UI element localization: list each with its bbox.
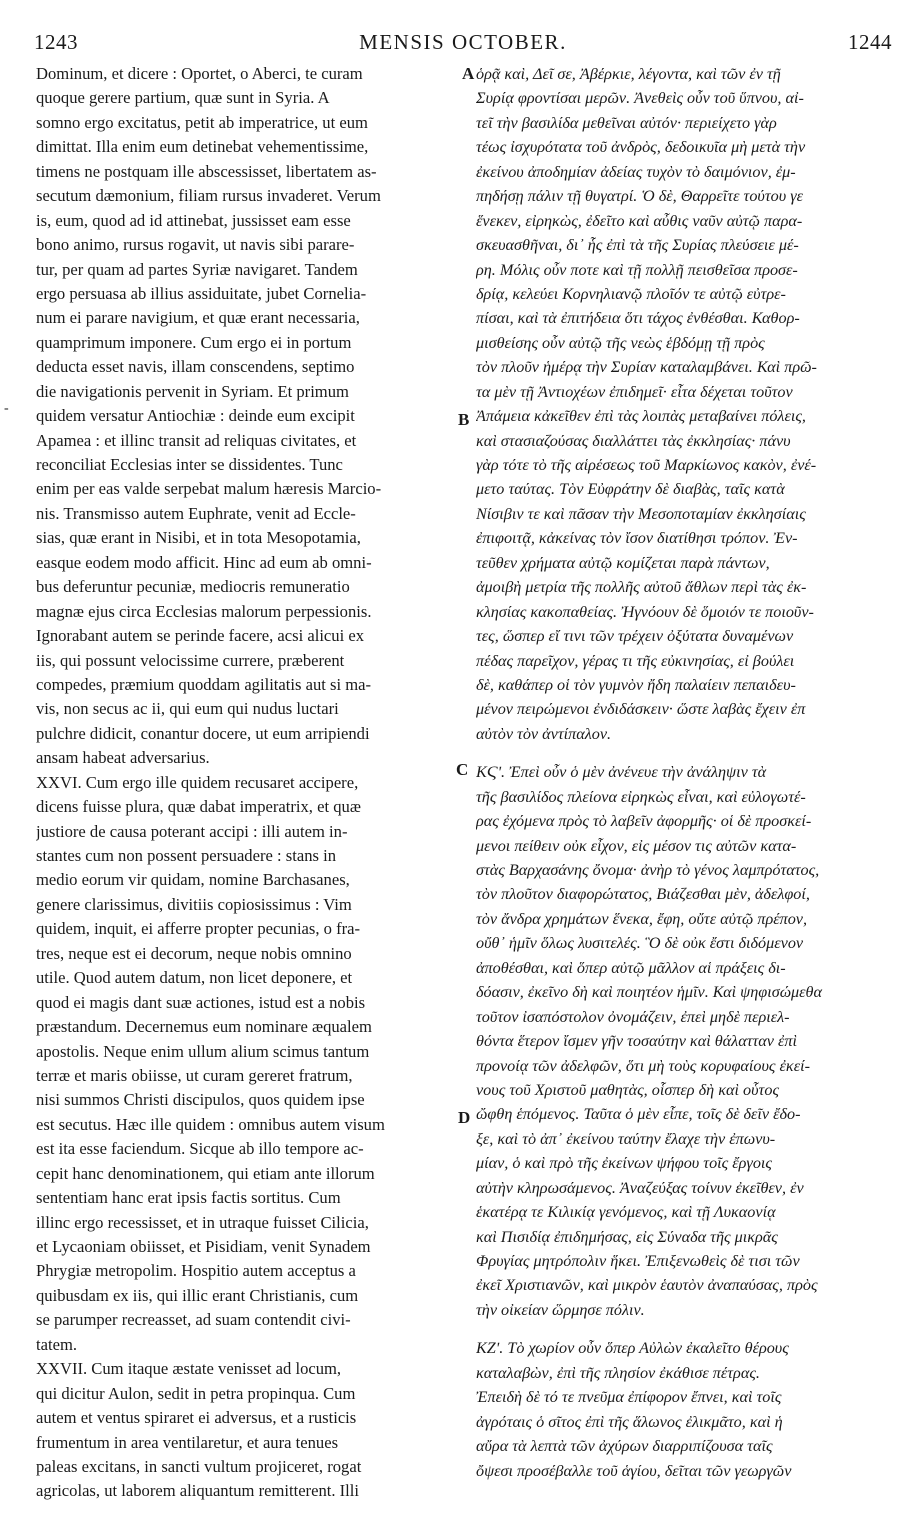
margin-bullet: - xyxy=(4,401,9,416)
greek-text-line: τεῖ τὴν βασιλίδα μεθεῖναι αὐτόν· περιείχετο γὰρ xyxy=(476,113,777,132)
latin-text-line: apostolis. Neque enim ullum alium scimus tantum xyxy=(36,1041,370,1061)
greek-text-line: μένον πειρώμενοι ἐνδιδάσκειν· ὥστε λαβὰς ἔχειν ἐπ xyxy=(476,700,806,719)
latin-text-line: Dominum, et dicere : Oportet, o Aberci, te curam xyxy=(36,64,363,83)
latin-text-line: præstandum. Decernemus eum nominare æqualem xyxy=(36,1017,372,1037)
greek-text-line: καὶ Πισιδίᾳ ἐπιδημήσας, εἰς Σύναδα τῆς μικρᾶς xyxy=(476,1227,778,1246)
greek-text-line: ἐπιφοιτᾷ, κἀκείνας τὸν ἴσον διατίθησι τρόπον. Ἐν- xyxy=(476,529,798,548)
latin-text-line: se parumper recreasset, ad suam contendit civi- xyxy=(36,1310,351,1330)
greek-text-line: Ἀπάμεια κἀκεῖθεν ἐπὶ τὰς λοιπὰς μεταβαίνει πόλεις, xyxy=(476,407,806,426)
running-title: MENSIS OCTOBER. xyxy=(359,30,567,54)
greek-text-line: τες, ὥσπερ εἴ τινι τῶν τρέχειν ὀξύτατα δυναμένων xyxy=(476,627,794,646)
latin-text-line: genere clarissimus, divitiis copiosissimus : Vim xyxy=(36,894,352,914)
greek-text-line: ξε, καὶ τὸ ἀπ᾽ ἐκείνου ταύτην ἔλαχε τὴν ἐπωνυ- xyxy=(476,1129,776,1148)
latin-text-line: pulchre didicit, conantur docere, ut eum arripiendi xyxy=(36,723,370,743)
latin-text-line: timens ne postquam ille abscessisset, libertatem as- xyxy=(36,161,377,181)
greek-text-line: ὤφθη ἑπόμενος. Ταῦτα ὁ μὲν εἶπε, τοῖς δὲ δεῖν ἔδο- xyxy=(476,1105,801,1124)
greek-text-line: δόασιν, ἐκεῖνο δὴ καὶ ποιητέον ἡμῖν. Καὶ ψηφισώμεθα xyxy=(476,983,822,1002)
latin-text-line: est secutus. Hæc ille quidem : omnibus autem visum xyxy=(36,1114,385,1134)
greek-text-line: πίσαι, καὶ τὰ ἐπιτήδεια ὅτι τάχος ἐνθέσθαι. Καθορ- xyxy=(476,309,800,328)
latin-text-line: XXVI. Cum ergo ille quidem recusaret accipere, xyxy=(36,772,359,792)
latin-text-line: nis. Transmisso autem Euphrate, venit ad Eccle- xyxy=(36,503,356,523)
latin-text-line: vis, non secus ac ii, qui eum qui nudus luctari xyxy=(36,699,339,719)
greek-text-line: ἀμοιβὴ μετρία τῆς πολλῆς αὐτοῦ ἄθλων περὶ τὰς ἐκ- xyxy=(476,578,807,597)
greek-text-line: ὁρᾷ καὶ, Δεῖ σε, Ἀβέρκιε, λέγοντα, καὶ τῶν ἐν τῇ xyxy=(476,65,781,83)
greek-text-line: καταλαβὼν, ἐπὶ τῆς πλησίον ἐκάθισε πέτρας. xyxy=(476,1363,760,1382)
latin-text-line: autem et ventus spiraret ei adversus, et a rusticis xyxy=(36,1408,357,1428)
latin-text-line: XXVII. Cum itaque æstate venisset ad locum, xyxy=(36,1359,342,1379)
latin-text-line: Ignorabant autem se perinde facere, acsi alicui ex xyxy=(36,626,365,646)
greek-text-line: ἑκατέρᾳ τε Κιλικίᾳ γενόμενος, καὶ τῇ Λυκαονίᾳ xyxy=(476,1203,776,1222)
latin-text-line: magnæ ejus circa Ecclesias malorum perpessionis. xyxy=(36,601,372,621)
latin-text-line: sententiam hanc erat ipsis factis sortitus. Cum xyxy=(36,1188,341,1208)
greek-text-line: τὸν πλοῦν ἡμέρᾳ τὴν Συρίαν καταλαμβάνει. Καὶ πρῶ- xyxy=(476,358,817,377)
greek-text-line: δρίᾳ, κελεύει Κορνηλιανῷ πλοῖόν τε αὐτῷ εὐτρε- xyxy=(476,284,786,303)
latin-text-line: quidem versatur Antiochiæ : deinde eum excipit xyxy=(36,406,355,426)
latin-text-line: terræ et maris obiisse, ut curam gereret fratrum, xyxy=(36,1065,353,1085)
greek-text-line: ἕνεκεν, εἰρηκὼς, ἐδεῖτο καὶ αὖθις ναῦν αὐτῷ παρα- xyxy=(476,211,803,230)
latin-text-line: cepit hanc denominationem, qui etiam ante illorum xyxy=(36,1163,375,1183)
latin-text-line: quamprimum imponere. Cum ergo ei in portum xyxy=(36,332,352,352)
latin-text-line: paleas excitans, in sancti vultum projiceret, rogat xyxy=(36,1456,362,1476)
latin-text-line: deducta esset navis, illam conscendens, septimo xyxy=(36,357,355,377)
latin-text-line: frumentum in area ventilaretur, et aura tenues xyxy=(36,1432,339,1452)
latin-text-line: medio eorum vir quidam, nomine Barchasanes, xyxy=(36,870,350,890)
latin-text-line: iis, qui possunt velocissime currere, præberent xyxy=(36,650,345,670)
greek-text-line: ΚΖʹ. Τὸ χωρίον οὖν ὅπερ Αὐλὼν ἐκαλεῖτο θέρους xyxy=(476,1339,789,1358)
greek-text-line: στὰς Βαρχασάνης ὄνομα· ἀνὴρ τὸ γένος λαμπρότατος, xyxy=(476,861,820,879)
latin-text-line: reconciliat Ecclesias inter se dissidentes. Tunc xyxy=(36,455,343,474)
greek-text-line: πηδήσῃ πάλιν τῇ θυγατρί. Ὁ δὲ, Θαρρεῖτε τούτου γε xyxy=(476,187,803,206)
section-marker-c: C xyxy=(456,760,469,779)
latin-text-line: is, eum, quod ad id attinebat, jussisset eam esse xyxy=(36,210,351,230)
greek-text-line: πέδας παρεῖχον, γέρας τι τῆς εὐκινησίας, εἰ βούλει xyxy=(476,651,795,670)
greek-text-line: Νίσιβιν τε καὶ πᾶσαν τὴν Μεσοποταμίαν ἐκκλησίαις xyxy=(476,504,806,523)
latin-text-line: tur, per quam ad partes Syriæ navigaret. Tandem xyxy=(36,259,358,279)
greek-text-line: μενοι πείθειν οὐκ εἶχον, εἰς μέσον τις αὐτῶν κατα- xyxy=(476,836,797,855)
greek-text-line: θόντα ἕτερον ἴσμεν γῆν τοσαύτην καὶ θάλατταν ἐπὶ xyxy=(476,1032,797,1051)
greek-text-line: τα μὲν τῇ Ἀντιοχέων ἐπιδημεῖ· εἶτα δέχεται τοῦτον xyxy=(476,382,793,401)
greek-text-line: αὔρα τὰ λεπτὰ τῶν ἀχύρων διαρριπίζουσα ταῖς xyxy=(476,1437,773,1456)
greek-column xyxy=(476,62,900,1483)
latin-text-line: et Lycaoniam obiisset, et Pisidiam, venit Synadem xyxy=(36,1237,371,1256)
latin-text-line: die navigationis pervenit in Syriam. Et primum xyxy=(36,381,349,401)
greek-text-line: δὲ, καθάπερ οἱ τὸν γυμνὸν ἤδη παλαίειν πεπαιδευ- xyxy=(476,675,796,694)
greek-text-line: σκευασθῆναι, δι᾽ ἧς ἐπὶ τὰ τῆς Συρίας πλεύσειε μέ- xyxy=(476,236,799,255)
latin-text-line: secutum dæmonium, filiam rursus invaderet. Verum xyxy=(36,186,381,206)
greek-text-line: αὐτὸν τὸν ἀντίπαλον. xyxy=(476,724,612,743)
latin-text-line: dimittat. Illa enim eum detinebat vehementissime, xyxy=(36,137,369,157)
greek-text-line: οὔθ᾽ ἡμῖν ὅλως λυσιτελές. Ὃ δὲ οὐκ ἔστι διδόμενον xyxy=(476,934,804,953)
latin-text-line: num ei parare navigium, et quæ erant necessaria, xyxy=(36,308,360,328)
greek-text-line: ἀποθέσθαι, καὶ ὅπερ αὐτῷ μᾶλλον αἱ πράξεις δι- xyxy=(476,958,786,977)
section-marker-b: B xyxy=(458,410,470,429)
latin-text-line: agricolas, ut laborem aliquantum remitterent. Illi xyxy=(36,1481,360,1501)
latin-text-line: nisi summos Christi discipulos, quos quidem ipse xyxy=(36,1090,365,1110)
latin-text-line: dicens fuisse plura, quæ dabat imperatrix, et quæ xyxy=(36,797,361,817)
latin-text-line: Apamea : et illinc transit ad reliquas civitates, et xyxy=(36,430,357,450)
greek-text-line: μετο ταύτας. Τὸν Εὐφράτην δὲ διαβὰς, ταῖς κατὰ xyxy=(476,480,785,499)
latin-text-line: ergo persuasa ab illius assiduitate, jubet Cornelia- xyxy=(36,283,367,303)
greek-text-line: ρη. Μόλις οὖν ποτε καὶ τῇ πολλῇ πεισθεῖσα προσε- xyxy=(476,260,798,279)
greek-text-line: Συρίᾳ φροντίσαι μερῶν. Ἀνεθεὶς οὖν τοῦ ὕπνου, αἰ- xyxy=(476,89,804,108)
latin-text-line: utile. Quod autem datum, non licet deponere, et xyxy=(36,968,353,988)
greek-text-line: αὐτὴν κληρωσάμενος. Ἀναζεύξας τοίνυν ἐκεῖθεν, ἐν xyxy=(476,1178,804,1197)
page-header xyxy=(32,30,894,60)
greek-text-line: γὰρ τότε τὸ τῆς αἱρέσεως τοῦ Μαρκίωνος κακὸν, ἐνέ- xyxy=(476,456,817,474)
greek-text-line: τέως ἰσχυρότατα τοῦ ἀνδρὸς, δεδοικυῖα μὴ μετὰ τὴν xyxy=(476,138,806,157)
latin-text-line: quod ei magis dant suæ actiones, istud est a nobis xyxy=(36,992,366,1012)
page-number-right: 1244 xyxy=(848,30,892,54)
paragraph-gap xyxy=(476,1322,900,1336)
latin-text-line: tatem. xyxy=(36,1334,78,1354)
section-marker-a: A xyxy=(462,64,475,83)
greek-text-line: Ἐπειδὴ δὲ τό τε πνεῦμα ἐπίφορον ἔπνει, καὶ τοῖς xyxy=(476,1388,782,1407)
latin-text-line: bono animo, rursus rogavit, ut navis sibi parare- xyxy=(36,235,355,255)
greek-text-line: μίαν, ὁ καὶ πρὸ τῆς ἐκείνων ψήφου τοῖς ἔργοις xyxy=(476,1154,772,1173)
latin-text-line: compedes, præmium quoddam agilitatis aut si ma- xyxy=(36,674,372,694)
greek-text-line: κλησίας κακοπαθείας. Ἠγνόουν δὲ ὅμοιόν τε ποιοῦν- xyxy=(476,602,814,621)
greek-text-line: ΚϚʹ. Ἐπεὶ οὖν ὁ μὲν ἀνένευε τὴν ἀνάληψιν τὰ xyxy=(476,763,767,782)
greek-text-line: ἐκεῖ Χριστιανῶν, καὶ μικρὸν ἑαυτὸν ἀναπαύσας, πρὸς xyxy=(476,1276,818,1295)
greek-text-line: καὶ στασιαζούσας διαλλάττει τὰς ἐκκλησίας· πάνυ xyxy=(476,431,791,450)
page-number-left: 1243 xyxy=(34,30,78,54)
latin-text-line: easque eodem modo afficit. Hinc ad eum ab omni- xyxy=(36,552,372,572)
greek-text-line: τεῦθεν χρήματα αὐτῷ κομίζεται παρὰ πάντων, xyxy=(476,553,770,572)
latin-text-line: qui dicitur Aulon, sedit in petra propinqua. Cum xyxy=(36,1383,356,1403)
greek-text-line: ὄψεσι προσέβαλλε τοῦ ἁγίου, δεῖται τῶν γεωργῶν xyxy=(476,1461,792,1480)
section-marker-d: D xyxy=(458,1108,471,1127)
greek-text-line: ἐκείνου ἀποδημίαν ἀδείας τυχὸν τὸ δαιμόνιον, ἐμ- xyxy=(476,162,796,181)
latin-text-line: stantes cum non possent persuadere : stans in xyxy=(36,846,337,865)
greek-text-line: ρας ἐχόμενα πρὸς τὸ λαβεῖν ἀφορμῆς· οἱ δὲ προσκεί- xyxy=(476,812,812,831)
latin-column xyxy=(36,62,462,1504)
latin-text-line: enim per eas valde serpebat malum hæresis Marcio- xyxy=(36,479,382,499)
greek-text-line: τοῦτον ἰσαπόστολον ὀνομάζειν, ἐπεὶ μηδὲ περιελ- xyxy=(476,1007,790,1026)
latin-text-line: est ita esse faciendum. Sicque ab illo tempore ac- xyxy=(36,1139,364,1159)
greek-text-line: νους τοῦ Χριστοῦ μαθητὰς, οἷσπερ δὴ καὶ οὗτος xyxy=(476,1080,780,1099)
paragraph-gap xyxy=(476,746,900,760)
greek-text-line: τὴν οἰκείαν ὥρμησε πόλιν. xyxy=(476,1300,645,1319)
latin-text-line: illinc ergo recessisset, et in utraque fuisset Cilicia, xyxy=(36,1212,369,1232)
latin-text-line: somno ergo excitatus, petit ab imperatrice, ut eum xyxy=(36,112,368,132)
greek-text-line: προνοίᾳ τῶν ἀδελφῶν, ὅτι μὴ τοὺς κορυφαίους ἐκεί- xyxy=(476,1056,810,1075)
latin-text-line: justiore de causa poterant accipi : illi autem in- xyxy=(36,821,348,841)
latin-text-line: quidem, inquit, ei afferre propter pecunias, o fra- xyxy=(36,919,361,939)
greek-text-line: τῆς βασιλίδος πλείονα εἰρηκὼς εἶναι, καὶ εὐλογωτέ- xyxy=(476,787,806,806)
latin-text-line: tres, neque est ei decorum, neque nobis omnino xyxy=(36,943,352,963)
latin-text-line: sias, quæ erant in Nisibi, et in tota Mesopotamia, xyxy=(36,528,361,548)
latin-text-line: Phrygiæ metropolim. Hospitio autem acceptus a xyxy=(36,1261,356,1281)
latin-text-line: bus deferuntur pecuniæ, mediocris remuneratio xyxy=(36,577,350,597)
latin-text-line: ansam habeat adversarius. xyxy=(36,748,210,768)
greek-text-line: τὸν ἄνδρα χρημάτων ἕνεκα, ἔφη, οὔτε αὐτῷ πρέπον, xyxy=(476,909,808,928)
latin-text-line: quibusdam ex iis, qui illic erant Christianis, cum xyxy=(36,1285,359,1305)
greek-text-line: μισθείσης οὖν αὐτῷ τῆς νεὼς ἑβδόμῃ τῇ πρὸς xyxy=(476,333,765,352)
latin-text-line: quoque gerere partium, quæ sunt in Syria. A xyxy=(36,88,330,108)
greek-text-line: τὸν πλοῦτον διαφορώτατος, Βιάζεσθαι μὲν, ἀδελφοί, xyxy=(476,885,810,904)
greek-text-line: Φρυγίας μητρόπολιν ἥκει. Ἐπιξενωθεὶς δὲ τισι τῶν xyxy=(476,1252,800,1270)
greek-text-line: ἀγρόταις ὁ σῖτος ἐπὶ τῆς ἅλωνος ἐλικμᾶτο, καὶ ἡ xyxy=(476,1412,783,1431)
